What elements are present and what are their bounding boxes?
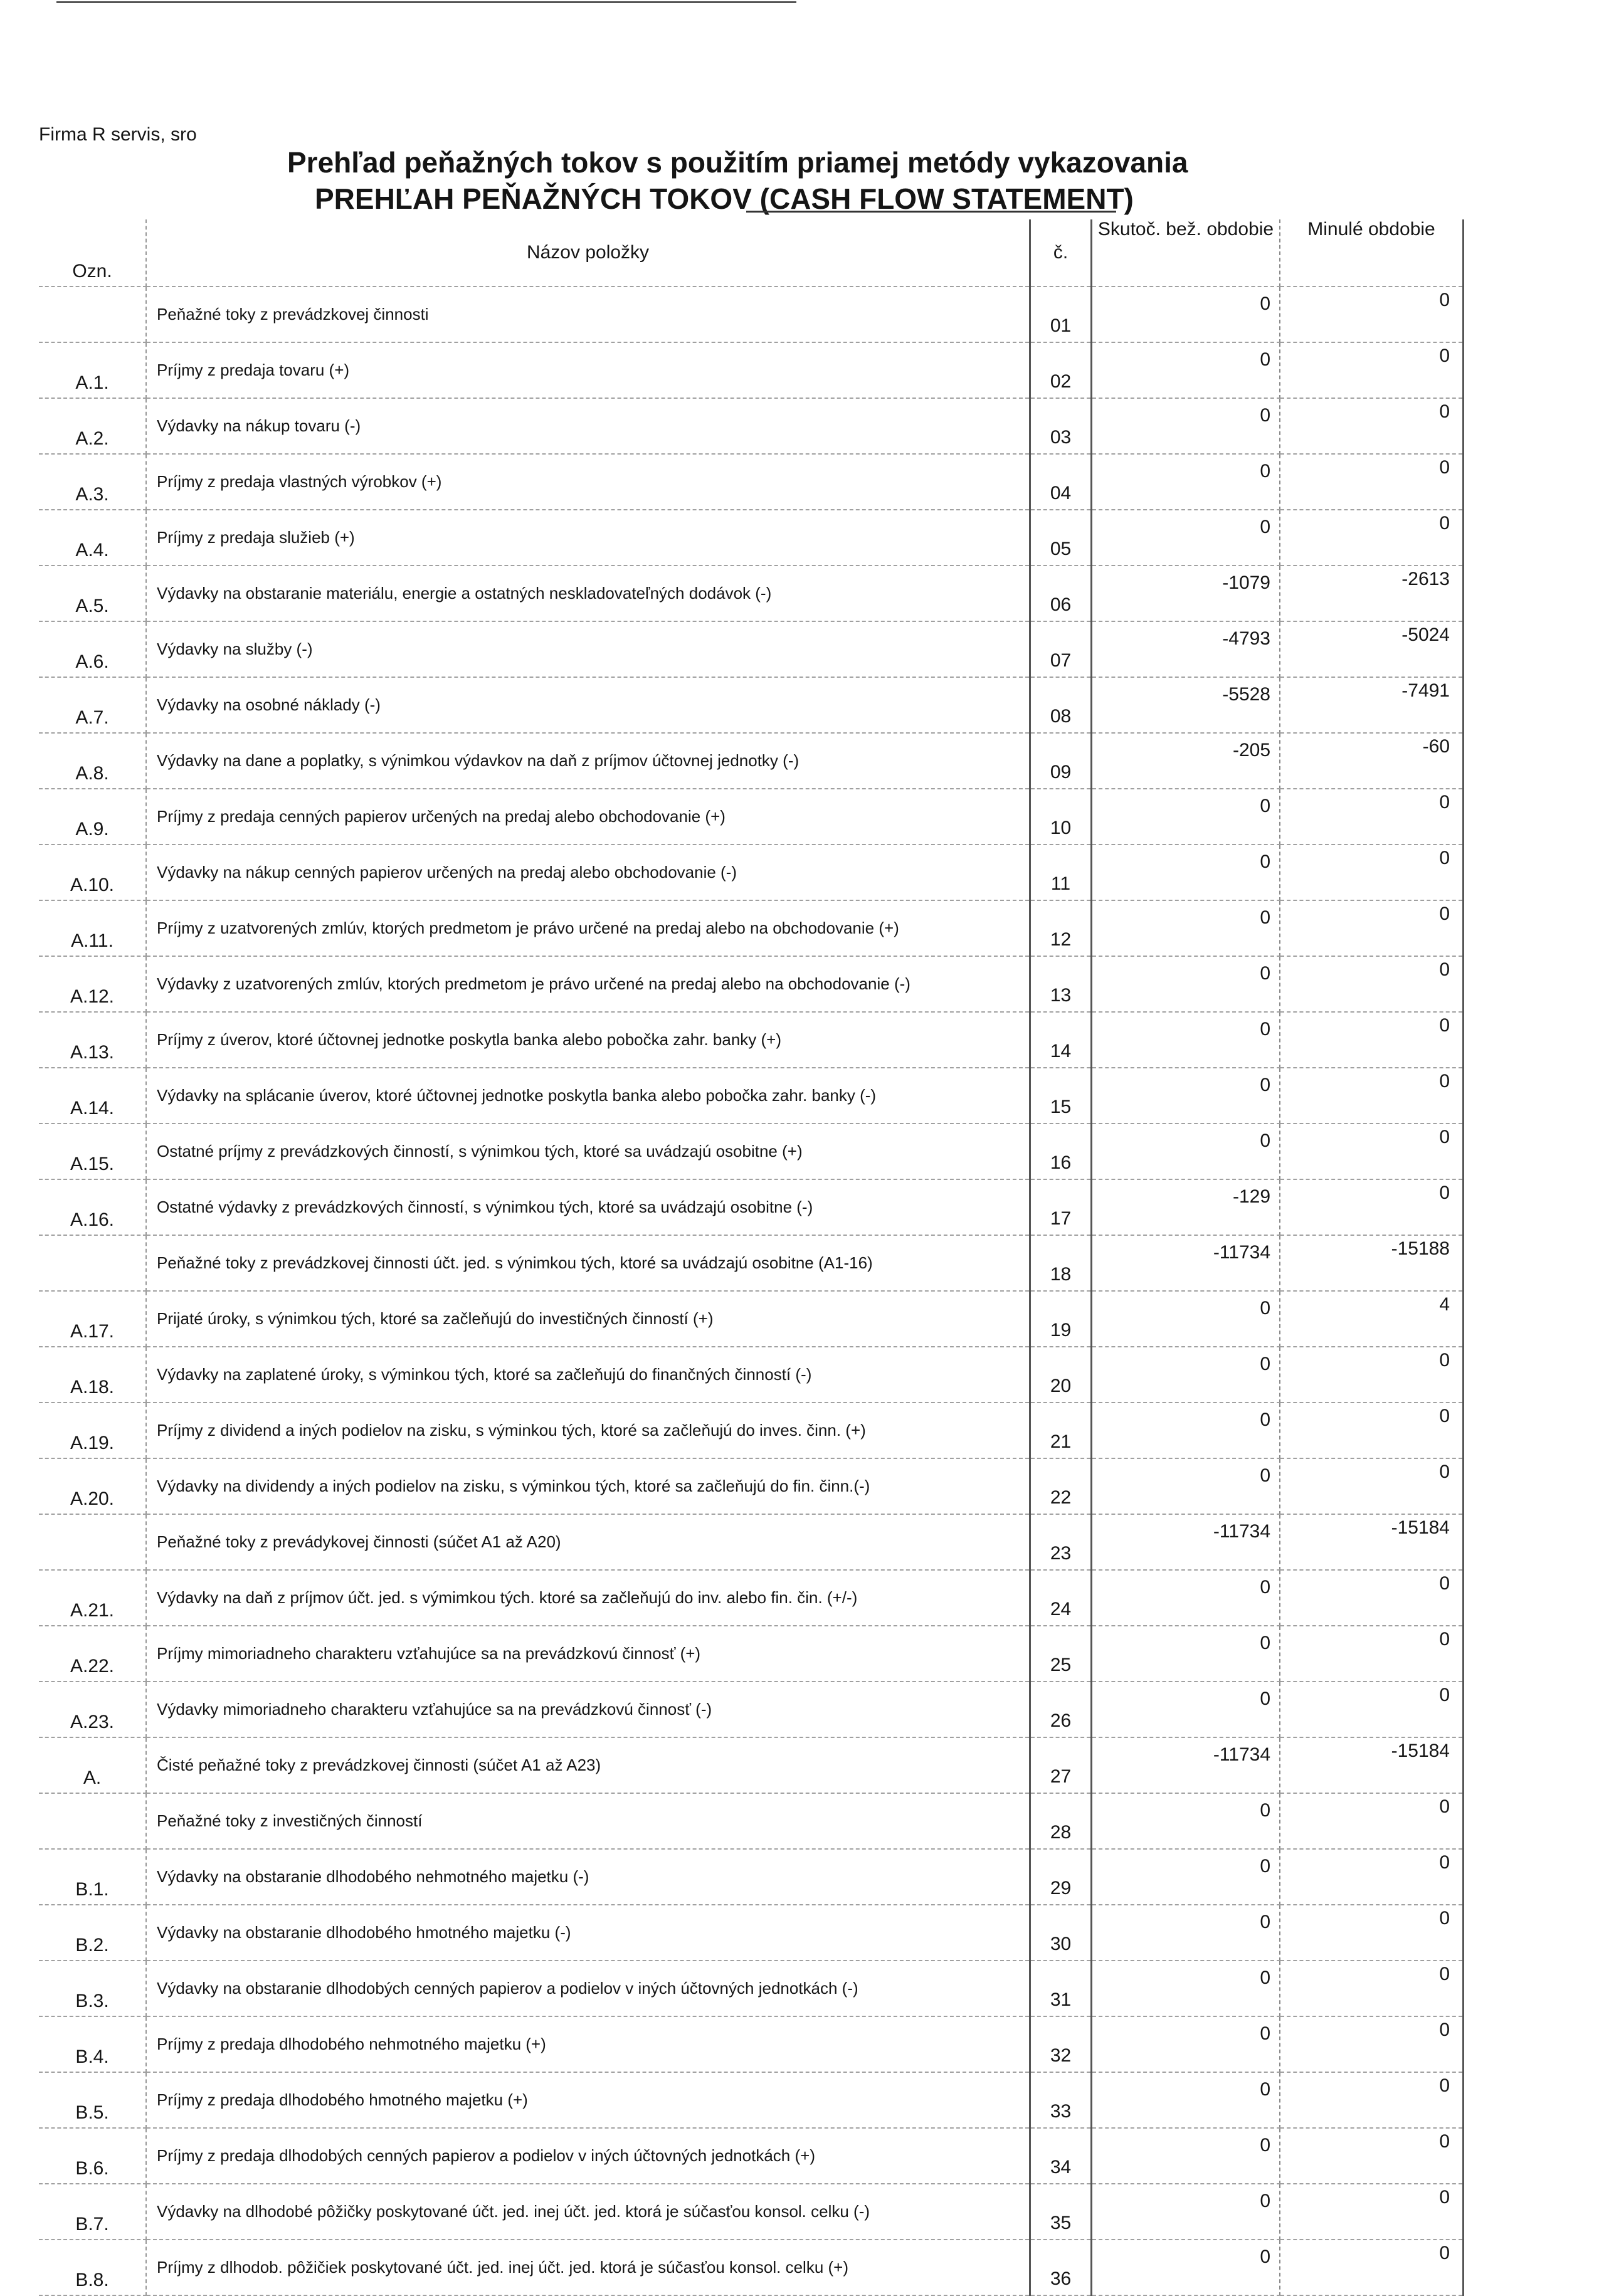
row-previous-value: 0 — [1280, 1626, 1464, 1682]
row-previous-value: 0 — [1280, 1849, 1464, 1905]
row-ozn — [39, 1514, 146, 1570]
table-row — [39, 2128, 1464, 2184]
table-header-row — [39, 219, 1464, 287]
row-nazov: Výdavky na obstaranie dlhodobého nehmotného majetku (-) — [146, 1849, 1030, 1905]
row-ozn: A.23. — [39, 1682, 146, 1737]
row-previous-value: 4 — [1280, 1291, 1464, 1347]
row-current-value: 0 — [1092, 1347, 1280, 1403]
row-current-value: 0 — [1092, 789, 1280, 845]
row-previous-value: 0 — [1280, 1124, 1464, 1179]
row-current-value: 0 — [1092, 1068, 1280, 1124]
row-cislo: 01 — [1030, 287, 1092, 342]
table-body — [39, 287, 1464, 2295]
row-nazov: Ostatné príjmy z prevádzkových činností, s výnimkou tých, ktoré sa uvádzajú osobitne (+) — [146, 1124, 1030, 1179]
row-nazov: Výdavky na obstaranie materiálu, energie a ostatných neskladovateľných dodávok (-) — [146, 566, 1030, 621]
table-row — [39, 1458, 1464, 1514]
row-previous-value: 0 — [1280, 398, 1464, 454]
row-cislo: 22 — [1030, 1458, 1092, 1514]
row-ozn: A.7. — [39, 677, 146, 733]
row-current-value: -11734 — [1092, 1737, 1280, 1793]
row-previous-value: 0 — [1280, 510, 1464, 566]
header-cislo: č. — [1030, 219, 1092, 287]
row-nazov: Výdavky na zaplatené úroky, s výminkou tých, ktoré sa začleňujú do finančných činností (-) — [146, 1347, 1030, 1403]
row-ozn: A.4. — [39, 510, 146, 566]
table-row — [39, 1291, 1464, 1347]
row-cislo: 26 — [1030, 1682, 1092, 1737]
row-previous-value: 0 — [1280, 1682, 1464, 1737]
row-current-value: -205 — [1092, 733, 1280, 789]
row-nazov: Výdavky na dividendy a iných podielov na zisku, s výminkou tých, ktoré sa začleňujú do fin. činn.(-) — [146, 1458, 1030, 1514]
row-nazov: Výdavky mimoriadneho charakteru vzťahujúce sa na prevádzkovú činnosť (-) — [146, 1682, 1030, 1737]
row-nazov: Príjmy z predaja cenných papierov určených na predaj alebo obchodovanie (+) — [146, 789, 1030, 845]
row-ozn: B.6. — [39, 2128, 146, 2184]
table-row — [39, 398, 1464, 454]
row-current-value: 0 — [1092, 1961, 1280, 2016]
row-cislo: 28 — [1030, 1793, 1092, 1849]
table-row — [39, 1235, 1464, 1291]
header-nazov: Názov položky — [146, 219, 1030, 287]
row-current-value: -11734 — [1092, 1235, 1280, 1291]
table-row — [39, 1514, 1464, 1570]
row-current-value: 0 — [1092, 2072, 1280, 2128]
row-previous-value: 0 — [1280, 2240, 1464, 2295]
row-cislo: 15 — [1030, 1068, 1092, 1124]
row-previous-value: 0 — [1280, 1961, 1464, 2016]
table-row — [39, 1905, 1464, 1961]
row-current-value: 0 — [1092, 845, 1280, 900]
row-ozn: A.15. — [39, 1124, 146, 1179]
table-row — [39, 2072, 1464, 2128]
row-nazov: Ostatné výdavky z prevádzkových činností, s výnimkou tých, ktoré sa uvádzajú osobitne (-) — [146, 1179, 1030, 1235]
row-ozn: A.9. — [39, 789, 146, 845]
row-cislo: 25 — [1030, 1626, 1092, 1682]
row-cislo: 35 — [1030, 2184, 1092, 2240]
row-previous-value: 0 — [1280, 789, 1464, 845]
table-row — [39, 845, 1464, 900]
row-ozn: A.18. — [39, 1347, 146, 1403]
row-previous-value: 0 — [1280, 1570, 1464, 1626]
row-previous-value: 0 — [1280, 1068, 1464, 1124]
row-nazov: Peňažné toky z prevádzkovej činnosti účt. jed. s výnimkou tých, ktoré sa uvádzajú osobitne (A1-16) — [146, 1235, 1030, 1291]
row-ozn: A.8. — [39, 733, 146, 789]
row-cislo: 30 — [1030, 1905, 1092, 1961]
table-row — [39, 454, 1464, 510]
row-ozn: A.5. — [39, 566, 146, 621]
row-current-value: 0 — [1092, 900, 1280, 956]
row-cislo: 36 — [1030, 2240, 1092, 2295]
row-nazov: Príjmy z dividend a iných podielov na zisku, s výminkou tých, ktoré sa začleňujú do inves. činn. (+) — [146, 1403, 1030, 1458]
row-nazov: Peňažné toky z investičných činností — [146, 1793, 1030, 1849]
row-nazov: Príjmy z predaja služieb (+) — [146, 510, 1030, 566]
document-subtitle: PREHĽAH PEŇAŽNÝCH TOKOV (CASH FLOW STATEMENT) — [315, 182, 1134, 215]
row-cislo: 27 — [1030, 1737, 1092, 1793]
row-ozn: B.2. — [39, 1905, 146, 1961]
row-current-value: 0 — [1092, 342, 1280, 398]
table-row — [39, 1012, 1464, 1068]
row-current-value: 0 — [1092, 1793, 1280, 1849]
row-cislo: 23 — [1030, 1514, 1092, 1570]
document-title: Prehľad peňažných tokov s použitím priamej metódy vykazovania — [287, 146, 1188, 179]
row-nazov: Príjmy mimoriadneho charakteru vzťahujúce sa na prevádzkovú činnosť (+) — [146, 1626, 1030, 1682]
row-ozn: A. — [39, 1737, 146, 1793]
table-row — [39, 1793, 1464, 1849]
row-current-value: 0 — [1092, 1012, 1280, 1068]
row-nazov: Výdavky na obstaranie dlhodobých cenných papierov a podielov v iných účtovných jednotkách (-) — [146, 1961, 1030, 2016]
row-cislo: 08 — [1030, 677, 1092, 733]
row-cislo: 07 — [1030, 621, 1092, 677]
row-previous-value: 0 — [1280, 900, 1464, 956]
row-current-value: 0 — [1092, 2128, 1280, 2184]
row-nazov: Výdavky na daň z príjmov účt. jed. s výmimkou tých. ktoré sa začleňujú do inv. alebo fin. čin. (+/-) — [146, 1570, 1030, 1626]
table-row — [39, 2016, 1464, 2072]
table-row — [39, 621, 1464, 677]
row-cislo: 12 — [1030, 900, 1092, 956]
row-cislo: 31 — [1030, 1961, 1092, 2016]
row-nazov: Výdavky z uzatvorených zmlúv, ktorých predmetom je právo určené na predaj alebo na obchodovanie (-) — [146, 956, 1030, 1012]
row-ozn: B.7. — [39, 2184, 146, 2240]
row-ozn: A.11. — [39, 900, 146, 956]
row-cislo: 14 — [1030, 1012, 1092, 1068]
row-current-value: 0 — [1092, 510, 1280, 566]
row-nazov: Peňažné toky z prevádykovej činnosti (súčet A1 až A20) — [146, 1514, 1030, 1570]
row-nazov: Výdavky na nákup tovaru (-) — [146, 398, 1030, 454]
row-previous-value: 0 — [1280, 956, 1464, 1012]
company-name: Firma R servis, sro — [39, 124, 197, 145]
row-ozn: A.1. — [39, 342, 146, 398]
row-ozn: B.4. — [39, 2016, 146, 2072]
row-previous-value: 0 — [1280, 1793, 1464, 1849]
row-current-value: 0 — [1092, 1403, 1280, 1458]
row-previous-value: 0 — [1280, 2072, 1464, 2128]
row-previous-value: -2613 — [1280, 566, 1464, 621]
table-row — [39, 1626, 1464, 1682]
table-row — [39, 1737, 1464, 1793]
row-nazov: Čisté peňažné toky z prevádzkovej činnosti (súčet A1 až A23) — [146, 1737, 1030, 1793]
row-nazov: Príjmy z predaja tovaru (+) — [146, 342, 1030, 398]
row-previous-value: 0 — [1280, 454, 1464, 510]
header-ozn: Ozn. — [39, 219, 146, 287]
row-cislo: 20 — [1030, 1347, 1092, 1403]
row-previous-value: 0 — [1280, 342, 1464, 398]
cash-flow-table — [39, 219, 1464, 2296]
row-previous-value: -15184 — [1280, 1737, 1464, 1793]
row-ozn — [39, 287, 146, 342]
row-current-value: 0 — [1092, 1570, 1280, 1626]
row-ozn: A.10. — [39, 845, 146, 900]
table-row — [39, 510, 1464, 566]
row-previous-value: 0 — [1280, 287, 1464, 342]
table-row — [39, 677, 1464, 733]
row-nazov: Výdavky na osobné náklady (-) — [146, 677, 1030, 733]
row-cislo: 09 — [1030, 733, 1092, 789]
row-current-value: 0 — [1092, 956, 1280, 1012]
row-nazov: Výdavky na nákup cenných papierov určených na predaj alebo obchodovanie (-) — [146, 845, 1030, 900]
row-ozn: B.5. — [39, 2072, 146, 2128]
subtitle-underline — [746, 211, 1116, 213]
row-nazov: Výdavky na obstaranie dlhodobého hmotného majetku (-) — [146, 1905, 1030, 1961]
table-row — [39, 1068, 1464, 1124]
row-current-value: 0 — [1092, 1458, 1280, 1514]
row-previous-value: 0 — [1280, 2016, 1464, 2072]
row-cislo: 11 — [1030, 845, 1092, 900]
row-ozn — [39, 1793, 146, 1849]
row-cislo: 13 — [1030, 956, 1092, 1012]
row-previous-value: 0 — [1280, 2184, 1464, 2240]
table-row — [39, 1403, 1464, 1458]
row-cislo: 10 — [1030, 789, 1092, 845]
row-nazov: Výdavky na dlhodobé pôžičky poskytované účt. jed. inej účt. jed. ktorá je súčasťou konsol. celku (-) — [146, 2184, 1030, 2240]
row-cislo: 21 — [1030, 1403, 1092, 1458]
row-ozn: A.2. — [39, 398, 146, 454]
table-row — [39, 342, 1464, 398]
header-previous-period: Minulé obdobie — [1280, 219, 1464, 287]
row-current-value: 0 — [1092, 2184, 1280, 2240]
row-previous-value: 0 — [1280, 1458, 1464, 1514]
row-previous-value: -15188 — [1280, 1235, 1464, 1291]
table-row — [39, 1849, 1464, 1905]
row-ozn — [39, 1235, 146, 1291]
row-previous-value: 0 — [1280, 1905, 1464, 1961]
row-nazov: Výdavky na dane a poplatky, s výnimkou výdavkov na daň z príjmov účtovnej jednotky (-) — [146, 733, 1030, 789]
row-cislo: 33 — [1030, 2072, 1092, 2128]
row-previous-value: -7491 — [1280, 677, 1464, 733]
table-row — [39, 1570, 1464, 1626]
row-cislo: 16 — [1030, 1124, 1092, 1179]
row-cislo: 03 — [1030, 398, 1092, 454]
row-cislo: 02 — [1030, 342, 1092, 398]
row-nazov: Príjmy z predaja dlhodobých cenných papierov a podielov v iných účtovných jednotkách (+) — [146, 2128, 1030, 2184]
row-current-value: -129 — [1092, 1179, 1280, 1235]
table-row — [39, 287, 1464, 342]
row-current-value: -1079 — [1092, 566, 1280, 621]
row-nazov: Príjmy z dlhodob. pôžičiek poskytované účt. jed. inej účt. jed. ktorá je súčasťou konsol. celku (+) — [146, 2240, 1030, 2295]
row-current-value: 0 — [1092, 287, 1280, 342]
header-current-period: Skutoč. bež. obdobie — [1092, 219, 1280, 287]
row-cislo: 34 — [1030, 2128, 1092, 2184]
row-ozn: B.1. — [39, 1849, 146, 1905]
row-nazov: Výdavky na splácanie úverov, ktoré účtovnej jednotke poskytla banka alebo pobočka zahr. banky (-) — [146, 1068, 1030, 1124]
row-cislo: 04 — [1030, 454, 1092, 510]
row-ozn: A.16. — [39, 1179, 146, 1235]
row-previous-value: 0 — [1280, 1179, 1464, 1235]
row-ozn: A.14. — [39, 1068, 146, 1124]
row-ozn: B.3. — [39, 1961, 146, 2016]
row-previous-value: 0 — [1280, 1012, 1464, 1068]
row-ozn: A.3. — [39, 454, 146, 510]
row-current-value: 0 — [1092, 1905, 1280, 1961]
row-current-value: -11734 — [1092, 1514, 1280, 1570]
row-ozn: A.22. — [39, 1626, 146, 1682]
row-cislo: 19 — [1030, 1291, 1092, 1347]
row-nazov: Peňažné toky z prevádzkovej činnosti — [146, 287, 1030, 342]
table-row — [39, 789, 1464, 845]
row-cislo: 05 — [1030, 510, 1092, 566]
row-nazov: Príjmy z predaja dlhodobého hmotného majetku (+) — [146, 2072, 1030, 2128]
row-current-value: -5528 — [1092, 677, 1280, 733]
table-row — [39, 900, 1464, 956]
row-cislo: 17 — [1030, 1179, 1092, 1235]
row-cislo: 18 — [1030, 1235, 1092, 1291]
row-ozn: A.19. — [39, 1403, 146, 1458]
row-previous-value: 0 — [1280, 845, 1464, 900]
table-row — [39, 1124, 1464, 1179]
row-current-value: 0 — [1092, 1124, 1280, 1179]
row-ozn: A.21. — [39, 1570, 146, 1626]
row-previous-value: -15184 — [1280, 1514, 1464, 1570]
row-current-value: 0 — [1092, 2240, 1280, 2295]
table-row — [39, 733, 1464, 789]
row-ozn: A.6. — [39, 621, 146, 677]
row-current-value: 0 — [1092, 1849, 1280, 1905]
table-row — [39, 566, 1464, 621]
table-row — [39, 2240, 1464, 2295]
row-current-value: 0 — [1092, 1626, 1280, 1682]
row-previous-value: 0 — [1280, 2128, 1464, 2184]
row-ozn: A.17. — [39, 1291, 146, 1347]
table-row — [39, 2184, 1464, 2240]
row-current-value: 0 — [1092, 2016, 1280, 2072]
row-cislo: 32 — [1030, 2016, 1092, 2072]
row-nazov: Výdavky na služby (-) — [146, 621, 1030, 677]
row-ozn: A.12. — [39, 956, 146, 1012]
row-cislo: 29 — [1030, 1849, 1092, 1905]
row-cislo: 24 — [1030, 1570, 1092, 1626]
row-previous-value: -60 — [1280, 733, 1464, 789]
row-current-value: 0 — [1092, 398, 1280, 454]
table-row — [39, 1961, 1464, 2016]
row-previous-value: 0 — [1280, 1347, 1464, 1403]
scan-top-line — [56, 1, 796, 3]
row-previous-value: 0 — [1280, 1403, 1464, 1458]
table-row — [39, 1179, 1464, 1235]
row-nazov: Prijaté úroky, s výnimkou tých, ktoré sa začleňujú do investičných činností (+) — [146, 1291, 1030, 1347]
table-row — [39, 1682, 1464, 1737]
row-nazov: Príjmy z uzatvorených zmlúv, ktorých predmetom je právo určené na predaj alebo na obchodovanie (+) — [146, 900, 1030, 956]
row-ozn: A.13. — [39, 1012, 146, 1068]
table-row — [39, 1347, 1464, 1403]
row-current-value: -4793 — [1092, 621, 1280, 677]
row-previous-value: -5024 — [1280, 621, 1464, 677]
row-current-value: 0 — [1092, 1291, 1280, 1347]
table-row — [39, 956, 1464, 1012]
row-nazov: Príjmy z predaja dlhodobého nehmotného majetku (+) — [146, 2016, 1030, 2072]
row-nazov: Príjmy z úverov, ktoré účtovnej jednotke poskytla banka alebo pobočka zahr. banky (+) — [146, 1012, 1030, 1068]
row-ozn: A.20. — [39, 1458, 146, 1514]
row-cislo: 06 — [1030, 566, 1092, 621]
row-ozn: B.8. — [39, 2240, 146, 2295]
row-current-value: 0 — [1092, 454, 1280, 510]
row-nazov: Príjmy z predaja vlastných výrobkov (+) — [146, 454, 1030, 510]
row-current-value: 0 — [1092, 1682, 1280, 1737]
